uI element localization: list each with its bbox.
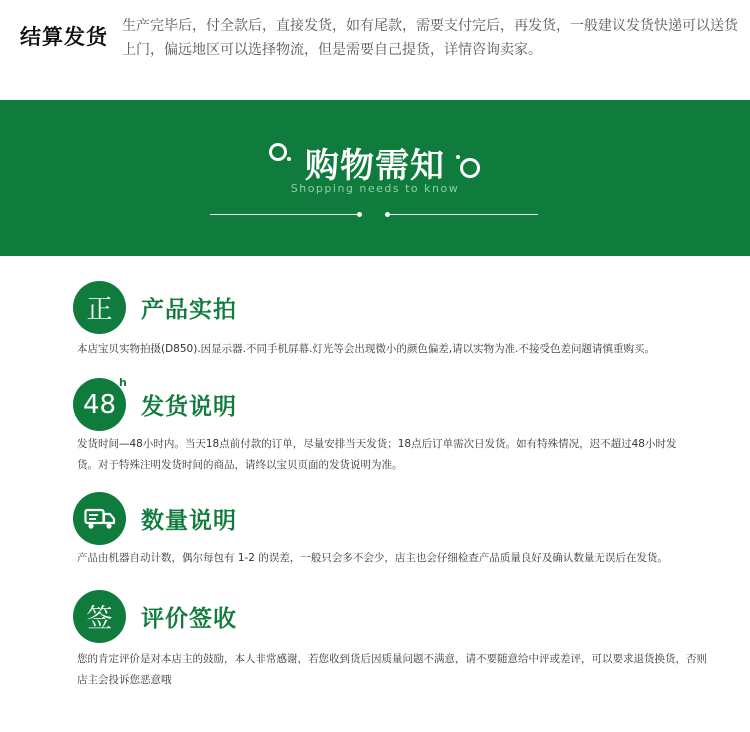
divider-dot xyxy=(357,212,362,217)
banner-title: 购物需知 xyxy=(305,146,445,186)
badge-label: 正 xyxy=(86,295,113,325)
section-text: 本店宝贝实物拍摄(D850).因显示器.不同手机屏幕.灯光等会出现微小的颜色偏差,请以实物为准.不接受色差问题请慎重购买。 xyxy=(77,343,656,355)
section-badge xyxy=(73,281,126,334)
settlement-shipping-header xyxy=(0,0,750,100)
section-badge xyxy=(73,492,126,545)
settlement-text: 生产完毕后，付全款后，直接发货，如有尾款，需要支付完后，再发货，一般建议发货快递可以送货上门，偏远地区可以选择物流，但是需要自己提货，详情咨询卖家。 xyxy=(122,18,738,58)
section-text: 您的肯定评价是对本店主的鼓励，本人非常感谢，若您收到货后因质量问题不满意，请不要随意给中评或差评，可以要求退货换货，否则店主会投诉您恶意哦 xyxy=(77,653,707,686)
section-title: 评价签收 xyxy=(141,606,237,632)
divider-line xyxy=(390,214,538,215)
section-title: 发货说明 xyxy=(141,394,237,420)
badge-label: 48 xyxy=(82,389,117,420)
badge-label: 签 xyxy=(86,604,113,634)
shopping-notice-banner xyxy=(0,100,750,256)
section-badge xyxy=(73,590,126,643)
settlement-title: 结算发货 xyxy=(20,25,108,49)
section-text: 发货时间—48小时内。当天18点前付款的订单，尽量安排当天发货；18点后订单需次日发货。如有特殊情况，迟不超过48小时发货。对于特殊注明发货时间的商品，请终以宝贝页面的发货说明为准。 xyxy=(77,438,677,471)
ring-decoration-icon xyxy=(460,158,480,178)
divider-line xyxy=(210,214,360,215)
delivery-truck-icon xyxy=(84,508,116,530)
banner-subtitle: Shopping needs to know xyxy=(290,182,460,195)
section-title: 数量说明 xyxy=(141,508,237,534)
dot-decoration-icon xyxy=(456,155,460,159)
badge-superscript: h xyxy=(119,376,127,389)
section-title: 产品实拍 xyxy=(141,297,237,323)
section-text: 产品由机器自动计数，偶尔每包有 1-2 的误差，一般只会多不会少，店主也会仔细检查产品质量良好及确认数量无误后在发货。 xyxy=(77,552,668,564)
